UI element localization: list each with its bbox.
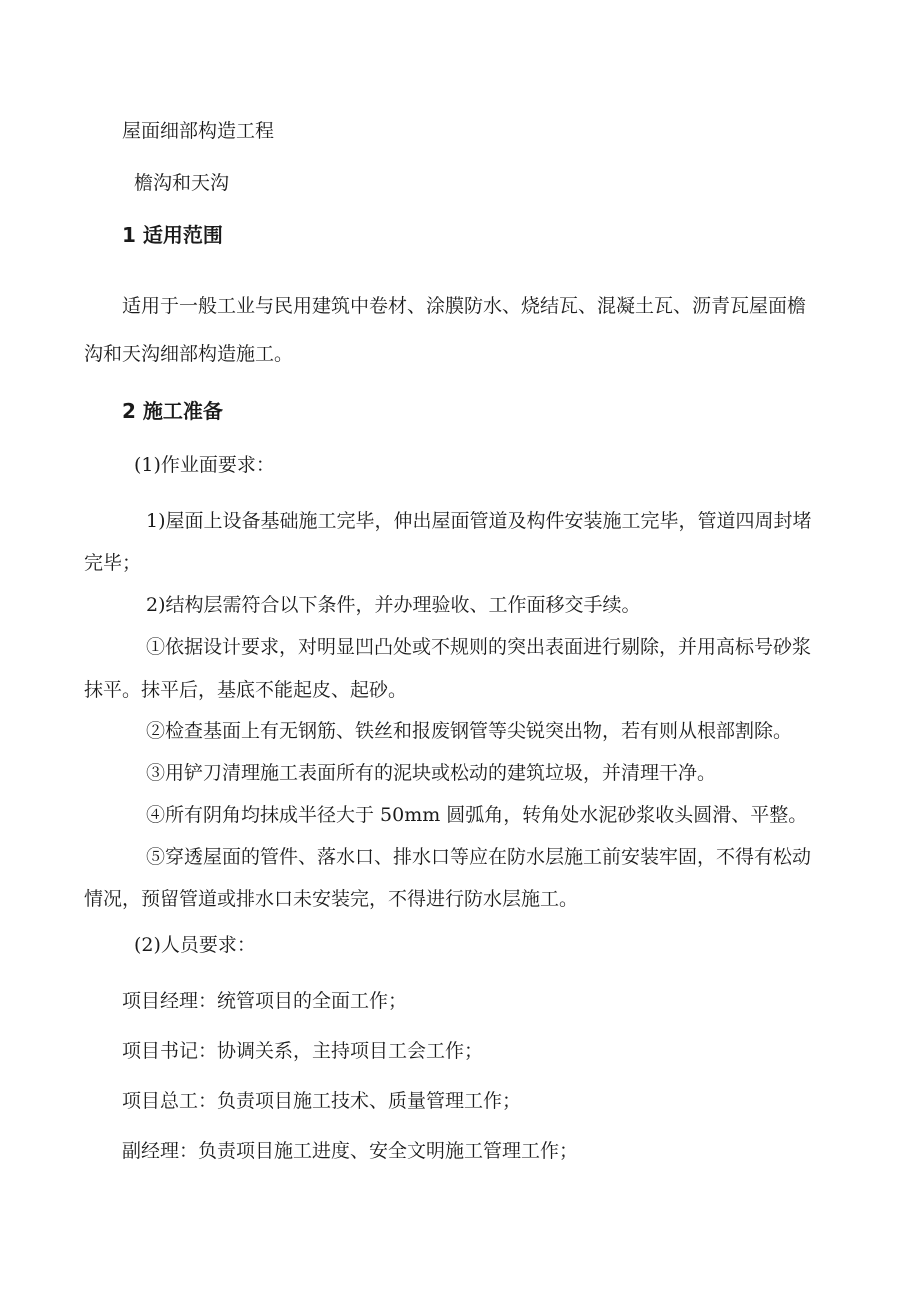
document-subtitle: 檐沟和天沟 bbox=[134, 172, 230, 194]
condition-line: ⑤穿透屋面的管件、落水口、排水口等应在防水层施工前安装牢固，不得有松动 bbox=[146, 846, 812, 868]
condition-line: ③用铲刀清理施工表面所有的泥块或松动的建筑垃圾，并清理干净。 bbox=[146, 762, 717, 784]
scope-paragraph-line: 适用于一般工业与民用建筑中卷材、涂膜防水、烧结瓦、混凝土瓦、沥青瓦屋面檐 bbox=[122, 295, 807, 317]
document-title: 屋面细部构造工程 bbox=[122, 120, 275, 142]
personnel-role: 项目书记：协调关系，主持项目工会工作； bbox=[122, 1040, 484, 1062]
work-surface-item-line: 完毕； bbox=[84, 552, 142, 574]
section-heading-scope: 1 适用范围 bbox=[122, 223, 223, 247]
work-surface-item-line: 1)屋面上设备基础施工完毕，伸出屋面管道及构件安装施工完毕，管道四周封堵 bbox=[146, 510, 812, 532]
scope-paragraph-line: 沟和天沟细部构造施工。 bbox=[84, 343, 294, 365]
work-surface-item: 2)结构层需符合以下条件，并办理验收、工作面移交手续。 bbox=[146, 594, 641, 616]
work-surface-label: (1)作业面要求： bbox=[134, 454, 275, 476]
personnel-role: 项目总工：负责项目施工技术、质量管理工作； bbox=[122, 1090, 522, 1112]
condition-line: ①依据设计要求，对明显凹凸处或不规则的突出表面进行剔除，并用高标号砂浆 bbox=[146, 636, 812, 658]
personnel-label: (2)人员要求： bbox=[134, 934, 256, 956]
condition-line: ②检查基面上有无钢筋、铁丝和报废钢管等尖锐突出物，若有则从根部割除。 bbox=[146, 720, 793, 742]
condition-line: 情况，预留管道或排水口未安装完，不得进行防水层施工。 bbox=[84, 888, 579, 910]
condition-line: ④所有阴角均抹成半径大于 50mm 圆弧角，转角处水泥砂浆收头圆滑、平整。 bbox=[146, 804, 808, 826]
condition-line: 抹平。抹平后，基底不能起皮、起砂。 bbox=[84, 679, 408, 701]
personnel-role: 副经理：负责项目施工进度、安全文明施工管理工作； bbox=[122, 1140, 579, 1162]
personnel-role: 项目经理：统管项目的全面工作； bbox=[122, 990, 408, 1012]
section-heading-preparation: 2 施工准备 bbox=[122, 399, 223, 423]
